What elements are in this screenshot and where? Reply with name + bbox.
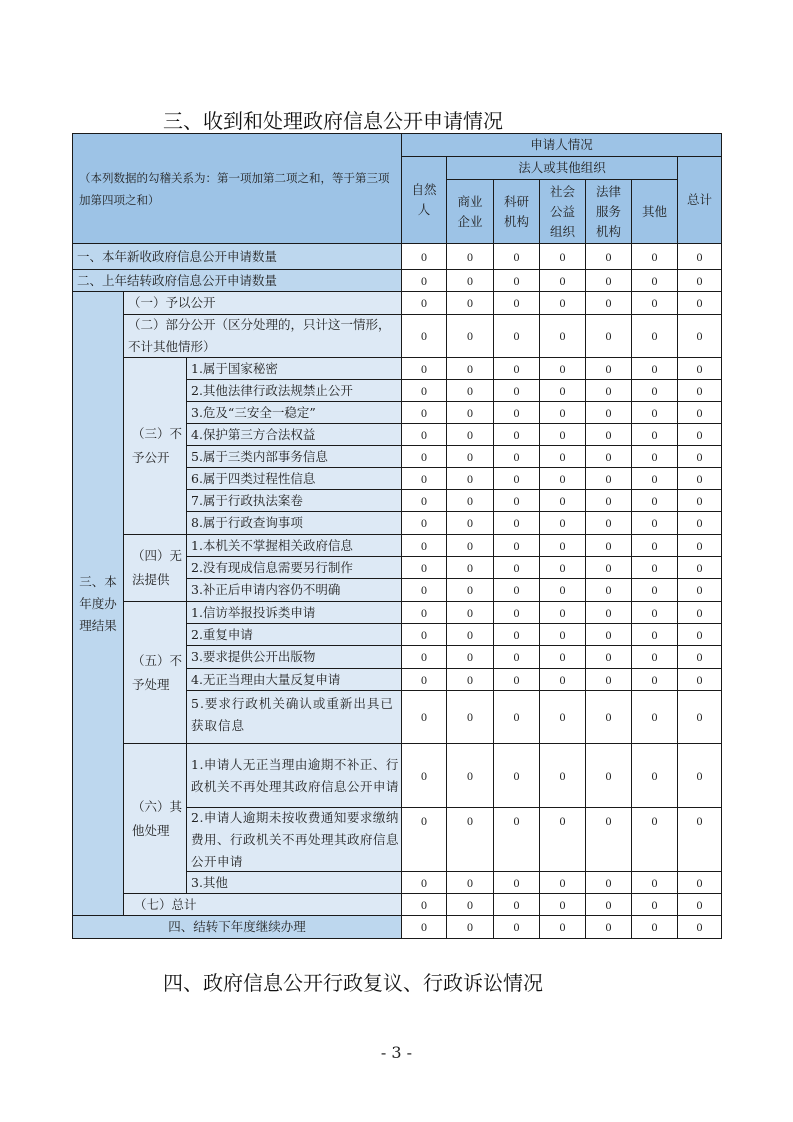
value-cell: 0: [539, 915, 586, 939]
value-cell: 0: [539, 871, 586, 894]
section4-title: 四、政府信息公开行政复议、行政诉讼情况: [163, 971, 543, 995]
value-cell: 0: [493, 489, 540, 512]
row-group-not-disclosed: （三）不予公开: [123, 357, 187, 535]
value-cell: 0: [539, 556, 586, 579]
row-label-not-disclosed-item: 7.属于行政执法案卷: [186, 489, 402, 512]
row-group-other-handling: （六）其他处理: [123, 743, 187, 894]
value-cell: 0: [677, 915, 722, 939]
value-cell: 0: [631, 379, 678, 402]
row-group-not-processed: （五）不予处理: [123, 601, 187, 744]
value-cell: 0: [446, 314, 494, 358]
value-cell: 0: [677, 314, 722, 358]
value-cell: 0: [539, 401, 586, 424]
value-cell: 0: [539, 357, 586, 380]
value-cell: 0: [631, 467, 678, 490]
value-cell: 0: [446, 379, 494, 402]
value-cell: 0: [539, 743, 586, 808]
value-cell: 0: [401, 871, 447, 894]
value-cell: 0: [539, 601, 586, 624]
value-cell: 0: [585, 690, 632, 744]
value-cell: 0: [677, 445, 722, 468]
value-cell: 0: [446, 357, 494, 380]
value-cell: 0: [493, 357, 540, 380]
row-label-not-disclosed-item: 3.危及“三安全一稳定”: [186, 401, 402, 424]
value-cell: 0: [401, 534, 447, 557]
row-label-new-applications: 一、本年新收政府信息公开申请数量: [72, 243, 402, 270]
row-label-disclosed: （一）予以公开: [123, 291, 402, 315]
section3-title: 三、收到和处理政府信息公开申请情况: [163, 109, 503, 133]
value-cell: 0: [493, 871, 540, 894]
value-cell: 0: [401, 645, 447, 669]
value-cell: 0: [401, 743, 447, 808]
value-cell: 0: [446, 623, 494, 646]
row-label-not-processed-item: 1.信访举报投诉类申请: [186, 601, 402, 624]
value-cell: 0: [401, 357, 447, 380]
row-label-unable-item: 2.没有现成信息需要另行制作: [186, 556, 402, 579]
value-cell: 0: [401, 807, 447, 872]
value-cell: 0: [446, 578, 494, 602]
value-cell: 0: [401, 379, 447, 402]
column-header-public-welfare: 社会 公益 组织: [539, 179, 586, 244]
value-cell: 0: [585, 489, 632, 512]
value-cell: 0: [446, 807, 494, 872]
value-cell: 0: [493, 291, 540, 315]
row-label-partially-disclosed: （二）部分公开（区分处理的，只计这一情形，不计其他情形）: [123, 314, 402, 358]
value-cell: 0: [631, 489, 678, 512]
value-cell: 0: [446, 489, 494, 512]
value-cell: 0: [677, 423, 722, 446]
value-cell: 0: [539, 534, 586, 557]
value-cell: 0: [585, 623, 632, 646]
value-cell: 0: [401, 556, 447, 579]
value-cell: 0: [677, 357, 722, 380]
value-cell: 0: [631, 291, 678, 315]
value-cell: 0: [401, 489, 447, 512]
value-cell: 0: [401, 445, 447, 468]
value-cell: 0: [446, 601, 494, 624]
value-cell: 0: [585, 401, 632, 424]
value-cell: 0: [401, 401, 447, 424]
page-number: - 3 -: [380, 1043, 413, 1062]
value-cell: 0: [585, 807, 632, 872]
value-cell: 0: [631, 645, 678, 669]
value-cell: 0: [677, 807, 722, 872]
value-cell: 0: [539, 379, 586, 402]
value-cell: 0: [401, 314, 447, 358]
value-cell: 0: [539, 807, 586, 872]
value-cell: 0: [631, 623, 678, 646]
value-cell: 0: [585, 534, 632, 557]
value-cell: 0: [677, 467, 722, 490]
value-cell: 0: [493, 534, 540, 557]
value-cell: 0: [401, 423, 447, 446]
value-cell: 0: [631, 445, 678, 468]
value-cell: 0: [446, 401, 494, 424]
column-header-research: 科研 机构: [493, 179, 540, 244]
column-header-total: 总计: [677, 156, 722, 244]
value-cell: 0: [677, 556, 722, 579]
value-cell: 0: [401, 893, 447, 916]
value-cell: 0: [631, 534, 678, 557]
value-cell: 0: [677, 269, 722, 292]
value-cell: 0: [446, 243, 494, 270]
row-label-subtotal: （七）总计: [123, 893, 402, 916]
row-label-not-disclosed-item: 2.其他法律行政法规禁止公开: [186, 379, 402, 402]
value-cell: 0: [493, 401, 540, 424]
value-cell: 0: [539, 423, 586, 446]
value-cell: 0: [585, 578, 632, 602]
value-cell: 0: [631, 690, 678, 744]
value-cell: 0: [446, 534, 494, 557]
value-cell: 0: [446, 423, 494, 446]
value-cell: 0: [585, 743, 632, 808]
value-cell: 0: [401, 690, 447, 744]
value-cell: 0: [585, 243, 632, 270]
value-cell: 0: [631, 915, 678, 939]
value-cell: 0: [493, 269, 540, 292]
value-cell: 0: [493, 743, 540, 808]
value-cell: 0: [677, 379, 722, 402]
value-cell: 0: [585, 556, 632, 579]
value-cell: 0: [539, 645, 586, 669]
value-cell: 0: [401, 511, 447, 535]
value-cell: 0: [493, 601, 540, 624]
row-label-other-item: 2.申请人逾期未按收费通知要求缴纳费用、行政机关不再处理其政府信息公开申请: [186, 807, 402, 872]
value-cell: 0: [401, 668, 447, 691]
value-cell: 0: [446, 690, 494, 744]
value-cell: 0: [539, 243, 586, 270]
value-cell: 0: [585, 645, 632, 669]
value-cell: 0: [631, 578, 678, 602]
row-label-other-item: 3.其他: [186, 871, 402, 894]
value-cell: 0: [401, 601, 447, 624]
value-cell: 0: [677, 743, 722, 808]
value-cell: 0: [631, 893, 678, 916]
value-cell: 0: [585, 893, 632, 916]
value-cell: 0: [539, 893, 586, 916]
legal-person-header: 法人或其他组织: [446, 156, 678, 180]
value-cell: 0: [631, 314, 678, 358]
row-label-not-disclosed-item: 5.属于三类内部事务信息: [186, 445, 402, 468]
value-cell: 0: [585, 423, 632, 446]
value-cell: 0: [493, 314, 540, 358]
value-cell: 0: [539, 445, 586, 468]
value-cell: 0: [631, 743, 678, 808]
value-cell: 0: [446, 511, 494, 535]
row-group-results: 三、本 年度办 理结果: [72, 291, 124, 916]
value-cell: 0: [677, 401, 722, 424]
corner-note: （本列数据的勾稽关系为：第一项加第二项之和，等于第三项加第四项之和）: [72, 133, 402, 244]
value-cell: 0: [585, 668, 632, 691]
value-cell: 0: [585, 511, 632, 535]
value-cell: 0: [493, 915, 540, 939]
value-cell: 0: [631, 807, 678, 872]
value-cell: 0: [539, 578, 586, 602]
value-cell: 0: [677, 534, 722, 557]
value-cell: 0: [539, 314, 586, 358]
value-cell: 0: [539, 668, 586, 691]
row-label-other-item: 1.申请人无正当理由逾期不补正、行政机关不再处理其政府信息公开申请: [186, 743, 402, 808]
value-cell: 0: [677, 489, 722, 512]
value-cell: 0: [401, 291, 447, 315]
value-cell: 0: [493, 379, 540, 402]
value-cell: 0: [585, 291, 632, 315]
value-cell: 0: [585, 445, 632, 468]
value-cell: 0: [585, 467, 632, 490]
row-label-unable-item: 3.补正后申请内容仍不明确: [186, 578, 402, 602]
row-group-unable-to-provide: （四）无法提供: [123, 534, 187, 602]
value-cell: 0: [631, 423, 678, 446]
value-cell: 0: [677, 623, 722, 646]
value-cell: 0: [401, 578, 447, 602]
value-cell: 0: [677, 668, 722, 691]
value-cell: 0: [446, 893, 494, 916]
row-label-not-processed-item: 3.要求提供公开出版物: [186, 645, 402, 669]
value-cell: 0: [446, 291, 494, 315]
value-cell: 0: [401, 269, 447, 292]
value-cell: 0: [539, 489, 586, 512]
value-cell: 0: [585, 379, 632, 402]
value-cell: 0: [446, 445, 494, 468]
value-cell: 0: [493, 578, 540, 602]
value-cell: 0: [401, 915, 447, 939]
value-cell: 0: [446, 467, 494, 490]
value-cell: 0: [539, 269, 586, 292]
value-cell: 0: [631, 401, 678, 424]
value-cell: 0: [401, 243, 447, 270]
value-cell: 0: [677, 291, 722, 315]
value-cell: 0: [493, 645, 540, 669]
value-cell: 0: [446, 743, 494, 808]
value-cell: 0: [677, 893, 722, 916]
row-label-not-processed-item: 5.要求行政机关确认或重新出具已获取信息: [186, 690, 402, 744]
row-label-unable-item: 1.本机关不掌握相关政府信息: [186, 534, 402, 557]
value-cell: 0: [631, 243, 678, 270]
value-cell: 0: [631, 871, 678, 894]
value-cell: 0: [539, 291, 586, 315]
value-cell: 0: [585, 915, 632, 939]
value-cell: 0: [677, 243, 722, 270]
value-cell: 0: [677, 601, 722, 624]
row-label-carried-over: 二、上年结转政府信息公开申请数量: [72, 269, 402, 292]
value-cell: 0: [631, 601, 678, 624]
value-cell: 0: [585, 871, 632, 894]
value-cell: 0: [493, 668, 540, 691]
value-cell: 0: [446, 668, 494, 691]
value-cell: 0: [446, 556, 494, 579]
value-cell: 0: [493, 445, 540, 468]
column-header-other: 其他: [631, 179, 678, 244]
row-label-not-disclosed-item: 8.属于行政查询事项: [186, 511, 402, 535]
row-label-not-processed-item: 2.重复申请: [186, 623, 402, 646]
value-cell: 0: [493, 690, 540, 744]
value-cell: 0: [677, 511, 722, 535]
value-cell: 0: [539, 623, 586, 646]
value-cell: 0: [631, 668, 678, 691]
value-cell: 0: [585, 269, 632, 292]
value-cell: 0: [585, 357, 632, 380]
value-cell: 0: [539, 511, 586, 535]
value-cell: 0: [539, 467, 586, 490]
value-cell: 0: [631, 357, 678, 380]
value-cell: 0: [493, 243, 540, 270]
value-cell: 0: [677, 690, 722, 744]
row-label-not-disclosed-item: 4.保护第三方合法权益: [186, 423, 402, 446]
value-cell: 0: [446, 871, 494, 894]
row-label-carry-forward: 四、结转下年度继续办理: [72, 915, 402, 939]
value-cell: 0: [493, 623, 540, 646]
value-cell: 0: [677, 645, 722, 669]
row-label-not-disclosed-item: 6.属于四类过程性信息: [186, 467, 402, 490]
value-cell: 0: [539, 690, 586, 744]
value-cell: 0: [446, 269, 494, 292]
value-cell: 0: [677, 578, 722, 602]
value-cell: 0: [677, 871, 722, 894]
column-header-natural-person: 自然 人: [401, 156, 447, 244]
value-cell: 0: [401, 467, 447, 490]
applicant-header: 申请人情况: [401, 133, 722, 157]
value-cell: 0: [585, 601, 632, 624]
value-cell: 0: [493, 893, 540, 916]
value-cell: 0: [493, 511, 540, 535]
value-cell: 0: [631, 556, 678, 579]
value-cell: 0: [585, 314, 632, 358]
value-cell: 0: [446, 645, 494, 669]
value-cell: 0: [631, 511, 678, 535]
row-label-not-disclosed-item: 1.属于国家秘密: [186, 357, 402, 380]
value-cell: 0: [401, 623, 447, 646]
value-cell: 0: [493, 556, 540, 579]
value-cell: 0: [446, 915, 494, 939]
value-cell: 0: [493, 423, 540, 446]
value-cell: 0: [631, 269, 678, 292]
row-label-not-processed-item: 4.无正当理由大量反复申请: [186, 668, 402, 691]
value-cell: 0: [493, 467, 540, 490]
column-header-business: 商业 企业: [446, 179, 494, 244]
column-header-legal-service: 法律 服务 机构: [585, 179, 632, 244]
value-cell: 0: [493, 807, 540, 872]
